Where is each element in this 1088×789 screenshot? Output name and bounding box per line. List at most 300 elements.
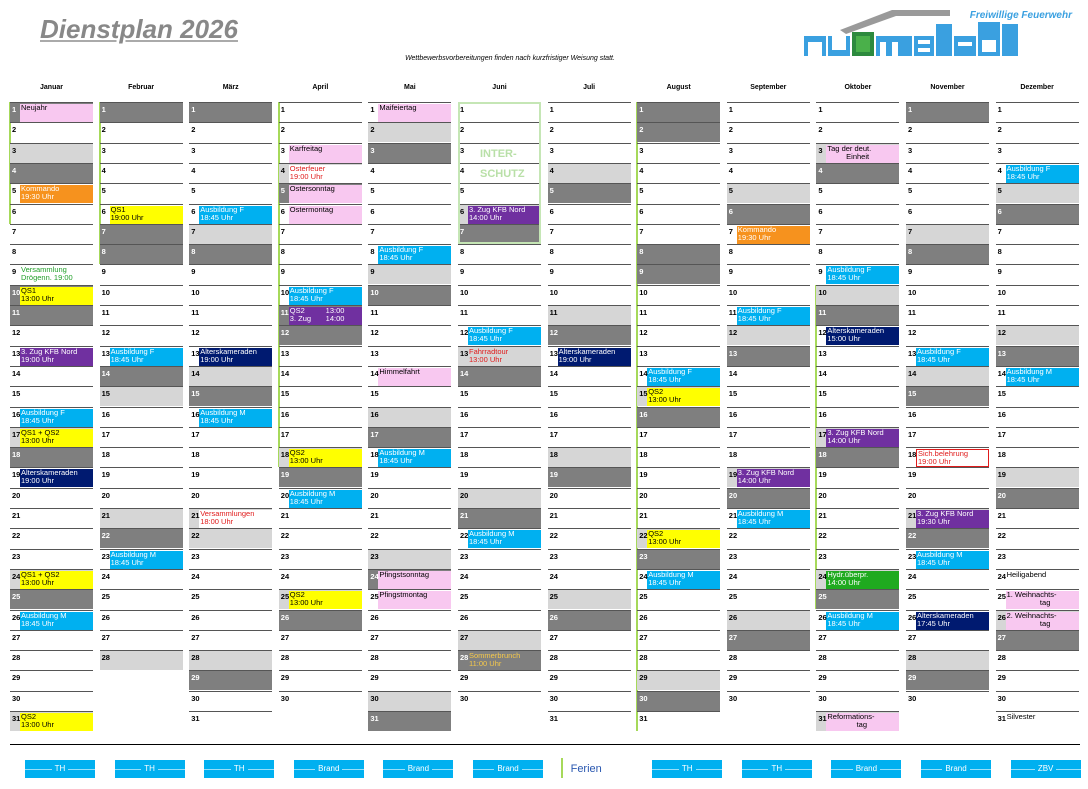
day-cell[interactable] [458, 589, 541, 609]
day-cell[interactable] [10, 650, 93, 670]
day-cell[interactable] [368, 549, 451, 569]
day-cell[interactable] [637, 244, 720, 264]
day-cell[interactable] [816, 224, 899, 244]
day-cell[interactable] [906, 143, 989, 163]
day-cell[interactable] [548, 163, 631, 183]
day-cell[interactable] [816, 122, 899, 142]
day-cell[interactable] [637, 610, 720, 630]
day-cell[interactable] [10, 285, 93, 305]
day-cell[interactable] [458, 508, 541, 528]
day-cell[interactable] [189, 366, 272, 386]
day-cell[interactable] [637, 285, 720, 305]
day-cell[interactable] [368, 264, 451, 284]
day-cell[interactable] [816, 386, 899, 406]
day-cell[interactable] [637, 528, 720, 548]
day-cell[interactable] [368, 467, 451, 487]
day-cell[interactable] [906, 630, 989, 650]
day-cell[interactable] [906, 691, 989, 711]
day-cell[interactable] [816, 549, 899, 569]
day-cell[interactable] [10, 589, 93, 609]
day-cell[interactable] [996, 204, 1079, 224]
day-cell[interactable] [368, 528, 451, 548]
day-cell[interactable] [368, 569, 451, 589]
day-cell[interactable] [548, 264, 631, 284]
day-cell[interactable] [189, 244, 272, 264]
day-cell[interactable] [458, 264, 541, 284]
day-cell[interactable] [906, 163, 989, 183]
day-cell[interactable] [100, 488, 183, 508]
day-cell[interactable] [548, 325, 631, 345]
day-cell[interactable] [368, 163, 451, 183]
day-cell[interactable] [279, 569, 362, 589]
day-cell[interactable] [458, 569, 541, 589]
day-cell[interactable] [637, 386, 720, 406]
day-cell[interactable] [996, 691, 1079, 711]
day-cell[interactable] [906, 549, 989, 569]
day-cell[interactable] [100, 569, 183, 589]
day-cell[interactable] [458, 305, 541, 325]
day-cell[interactable] [637, 407, 720, 427]
day-cell[interactable] [189, 569, 272, 589]
day-cell[interactable] [816, 204, 899, 224]
day-cell[interactable] [10, 630, 93, 650]
day-cell[interactable] [100, 386, 183, 406]
day-cell[interactable] [458, 143, 541, 163]
day-cell[interactable] [279, 204, 362, 224]
day-cell[interactable] [368, 325, 451, 345]
day-cell[interactable] [10, 305, 93, 325]
day-cell[interactable] [906, 467, 989, 487]
day-cell[interactable] [637, 163, 720, 183]
day-cell[interactable] [368, 427, 451, 447]
day-cell[interactable] [727, 244, 810, 264]
day-cell[interactable] [100, 163, 183, 183]
day-cell[interactable] [10, 244, 93, 264]
day-cell[interactable] [637, 102, 720, 122]
day-cell[interactable] [816, 569, 899, 589]
day-cell[interactable] [189, 711, 272, 731]
day-cell[interactable] [368, 204, 451, 224]
day-cell[interactable] [279, 610, 362, 630]
day-cell[interactable] [189, 427, 272, 447]
day-cell[interactable] [368, 346, 451, 366]
day-cell[interactable] [189, 407, 272, 427]
day-cell[interactable] [189, 305, 272, 325]
day-cell[interactable] [727, 264, 810, 284]
day-cell[interactable] [368, 488, 451, 508]
day-cell[interactable] [189, 346, 272, 366]
day-cell[interactable] [279, 346, 362, 366]
day-cell[interactable] [816, 143, 899, 163]
day-cell[interactable] [368, 630, 451, 650]
day-cell[interactable] [548, 285, 631, 305]
day-cell[interactable] [100, 528, 183, 548]
day-cell[interactable] [279, 102, 362, 122]
day-cell[interactable] [100, 143, 183, 163]
day-cell[interactable] [189, 630, 272, 650]
day-cell[interactable] [458, 102, 541, 122]
day-cell[interactable] [906, 407, 989, 427]
day-cell[interactable] [816, 691, 899, 711]
day-cell[interactable] [100, 204, 183, 224]
day-cell[interactable] [189, 386, 272, 406]
day-cell[interactable] [10, 711, 93, 731]
day-cell[interactable] [906, 244, 989, 264]
day-cell[interactable] [637, 650, 720, 670]
day-cell[interactable] [637, 366, 720, 386]
day-cell[interactable] [458, 549, 541, 569]
day-cell[interactable] [906, 366, 989, 386]
day-cell[interactable] [548, 102, 631, 122]
day-cell[interactable] [816, 325, 899, 345]
day-cell[interactable] [100, 183, 183, 203]
day-cell[interactable] [996, 610, 1079, 630]
day-cell[interactable] [727, 204, 810, 224]
day-cell[interactable] [906, 508, 989, 528]
day-cell[interactable] [189, 204, 272, 224]
day-cell[interactable] [906, 488, 989, 508]
day-cell[interactable] [368, 143, 451, 163]
day-cell[interactable] [996, 589, 1079, 609]
day-cell[interactable] [279, 386, 362, 406]
day-cell[interactable] [279, 691, 362, 711]
day-cell[interactable] [816, 427, 899, 447]
day-cell[interactable] [10, 122, 93, 142]
day-cell[interactable] [637, 447, 720, 467]
day-cell[interactable] [816, 285, 899, 305]
day-cell[interactable] [727, 305, 810, 325]
day-cell[interactable] [10, 143, 93, 163]
day-cell[interactable] [368, 183, 451, 203]
day-cell[interactable] [816, 163, 899, 183]
day-cell[interactable] [368, 305, 451, 325]
day-cell[interactable] [548, 143, 631, 163]
day-cell[interactable] [548, 447, 631, 467]
day-cell[interactable] [279, 407, 362, 427]
day-cell[interactable] [458, 325, 541, 345]
day-cell[interactable] [368, 407, 451, 427]
day-cell[interactable] [727, 549, 810, 569]
day-cell[interactable] [548, 467, 631, 487]
day-cell[interactable] [996, 447, 1079, 467]
day-cell[interactable] [100, 549, 183, 569]
day-cell[interactable] [368, 366, 451, 386]
day-cell[interactable] [10, 569, 93, 589]
day-cell[interactable] [100, 589, 183, 609]
day-cell[interactable] [906, 264, 989, 284]
day-cell[interactable] [548, 650, 631, 670]
day-cell[interactable] [816, 650, 899, 670]
day-cell[interactable] [100, 447, 183, 467]
day-cell[interactable] [906, 346, 989, 366]
day-cell[interactable] [906, 183, 989, 203]
day-cell[interactable] [548, 630, 631, 650]
day-cell[interactable] [368, 386, 451, 406]
day-cell[interactable] [279, 670, 362, 690]
day-cell[interactable] [637, 264, 720, 284]
day-cell[interactable] [189, 488, 272, 508]
day-cell[interactable] [996, 670, 1079, 690]
day-cell[interactable] [996, 549, 1079, 569]
day-cell[interactable] [458, 244, 541, 264]
day-cell[interactable] [996, 650, 1079, 670]
day-cell[interactable] [548, 589, 631, 609]
day-cell[interactable] [548, 244, 631, 264]
day-cell[interactable] [548, 691, 631, 711]
day-cell[interactable] [996, 427, 1079, 447]
day-cell[interactable] [548, 305, 631, 325]
day-cell[interactable] [279, 508, 362, 528]
day-cell[interactable] [189, 508, 272, 528]
day-cell[interactable] [996, 285, 1079, 305]
day-cell[interactable] [458, 285, 541, 305]
day-cell[interactable] [996, 325, 1079, 345]
day-cell[interactable] [368, 711, 451, 731]
day-cell[interactable] [816, 183, 899, 203]
day-cell[interactable] [100, 508, 183, 528]
day-cell[interactable] [189, 264, 272, 284]
day-cell[interactable] [10, 610, 93, 630]
day-cell[interactable] [727, 183, 810, 203]
day-cell[interactable] [189, 467, 272, 487]
day-cell[interactable] [189, 528, 272, 548]
day-cell[interactable] [637, 589, 720, 609]
day-cell[interactable] [816, 244, 899, 264]
day-cell[interactable] [458, 163, 541, 183]
day-cell[interactable] [637, 508, 720, 528]
day-cell[interactable] [189, 224, 272, 244]
day-cell[interactable] [727, 285, 810, 305]
day-cell[interactable] [100, 305, 183, 325]
day-cell[interactable] [906, 670, 989, 690]
day-cell[interactable] [637, 346, 720, 366]
day-cell[interactable] [637, 549, 720, 569]
day-cell[interactable] [458, 224, 541, 244]
day-cell[interactable] [458, 447, 541, 467]
day-cell[interactable] [10, 224, 93, 244]
day-cell[interactable] [279, 488, 362, 508]
day-cell[interactable] [816, 264, 899, 284]
day-cell[interactable] [100, 650, 183, 670]
day-cell[interactable] [727, 163, 810, 183]
day-cell[interactable] [816, 670, 899, 690]
day-cell[interactable] [996, 508, 1079, 528]
day-cell[interactable] [727, 224, 810, 244]
day-cell[interactable] [10, 325, 93, 345]
day-cell[interactable] [727, 508, 810, 528]
day-cell[interactable] [906, 447, 989, 467]
day-cell[interactable] [189, 610, 272, 630]
day-cell[interactable] [100, 467, 183, 487]
day-cell[interactable] [816, 630, 899, 650]
day-cell[interactable] [637, 122, 720, 142]
day-cell[interactable] [10, 447, 93, 467]
day-cell[interactable] [279, 528, 362, 548]
day-cell[interactable] [368, 508, 451, 528]
day-cell[interactable] [100, 224, 183, 244]
day-cell[interactable] [458, 488, 541, 508]
day-cell[interactable] [727, 447, 810, 467]
day-cell[interactable] [368, 244, 451, 264]
day-cell[interactable] [637, 569, 720, 589]
day-cell[interactable] [10, 528, 93, 548]
day-cell[interactable] [279, 427, 362, 447]
day-cell[interactable] [637, 670, 720, 690]
day-cell[interactable] [906, 589, 989, 609]
day-cell[interactable] [548, 346, 631, 366]
day-cell[interactable] [727, 569, 810, 589]
day-cell[interactable] [996, 528, 1079, 548]
day-cell[interactable] [458, 467, 541, 487]
day-cell[interactable] [10, 508, 93, 528]
day-cell[interactable] [548, 610, 631, 630]
day-cell[interactable] [458, 366, 541, 386]
day-cell[interactable] [548, 569, 631, 589]
day-cell[interactable] [548, 407, 631, 427]
day-cell[interactable] [100, 122, 183, 142]
day-cell[interactable] [10, 670, 93, 690]
day-cell[interactable] [548, 528, 631, 548]
day-cell[interactable] [816, 447, 899, 467]
day-cell[interactable] [368, 122, 451, 142]
day-cell[interactable] [637, 711, 720, 731]
day-cell[interactable] [10, 488, 93, 508]
day-cell[interactable] [727, 427, 810, 447]
day-cell[interactable] [458, 610, 541, 630]
day-cell[interactable] [458, 122, 541, 142]
day-cell[interactable] [100, 346, 183, 366]
day-cell[interactable] [458, 691, 541, 711]
day-cell[interactable] [368, 589, 451, 609]
day-cell[interactable] [816, 610, 899, 630]
day-cell[interactable] [189, 549, 272, 569]
day-cell[interactable] [279, 549, 362, 569]
day-cell[interactable] [10, 549, 93, 569]
day-cell[interactable] [279, 325, 362, 345]
day-cell[interactable] [100, 630, 183, 650]
day-cell[interactable] [637, 143, 720, 163]
day-cell[interactable] [996, 244, 1079, 264]
day-cell[interactable] [548, 386, 631, 406]
day-cell[interactable] [100, 407, 183, 427]
day-cell[interactable] [279, 447, 362, 467]
day-cell[interactable] [10, 407, 93, 427]
day-cell[interactable] [189, 285, 272, 305]
day-cell[interactable] [189, 650, 272, 670]
day-cell[interactable] [100, 366, 183, 386]
day-cell[interactable] [458, 670, 541, 690]
day-cell[interactable] [727, 122, 810, 142]
day-cell[interactable] [100, 102, 183, 122]
day-cell[interactable] [189, 102, 272, 122]
day-cell[interactable] [189, 163, 272, 183]
day-cell[interactable] [189, 447, 272, 467]
day-cell[interactable] [368, 447, 451, 467]
day-cell[interactable] [816, 711, 899, 731]
day-cell[interactable] [100, 285, 183, 305]
day-cell[interactable] [727, 102, 810, 122]
day-cell[interactable] [637, 467, 720, 487]
day-cell[interactable] [279, 650, 362, 670]
day-cell[interactable] [727, 610, 810, 630]
day-cell[interactable] [906, 122, 989, 142]
day-cell[interactable] [10, 691, 93, 711]
day-cell[interactable] [368, 650, 451, 670]
day-cell[interactable] [368, 670, 451, 690]
day-cell[interactable] [100, 264, 183, 284]
day-cell[interactable] [368, 691, 451, 711]
day-cell[interactable] [279, 264, 362, 284]
day-cell[interactable] [727, 325, 810, 345]
day-cell[interactable] [906, 528, 989, 548]
day-cell[interactable] [279, 224, 362, 244]
day-cell[interactable] [816, 528, 899, 548]
day-cell[interactable] [279, 305, 362, 325]
day-cell[interactable] [996, 630, 1079, 650]
day-cell[interactable] [727, 630, 810, 650]
day-cell[interactable] [368, 224, 451, 244]
day-cell[interactable] [906, 285, 989, 305]
day-cell[interactable] [637, 204, 720, 224]
day-cell[interactable] [996, 569, 1079, 589]
day-cell[interactable] [906, 386, 989, 406]
day-cell[interactable] [727, 386, 810, 406]
day-cell[interactable] [368, 102, 451, 122]
day-cell[interactable] [996, 386, 1079, 406]
day-cell[interactable] [996, 163, 1079, 183]
day-cell[interactable] [458, 386, 541, 406]
day-cell[interactable] [816, 366, 899, 386]
day-cell[interactable] [548, 224, 631, 244]
day-cell[interactable] [906, 325, 989, 345]
day-cell[interactable] [996, 102, 1079, 122]
day-cell[interactable] [816, 467, 899, 487]
day-cell[interactable] [368, 610, 451, 630]
day-cell[interactable] [279, 467, 362, 487]
day-cell[interactable] [279, 285, 362, 305]
day-cell[interactable] [279, 366, 362, 386]
day-cell[interactable] [279, 163, 362, 183]
day-cell[interactable] [637, 691, 720, 711]
day-cell[interactable] [279, 143, 362, 163]
day-cell[interactable] [458, 204, 541, 224]
day-cell[interactable] [279, 122, 362, 142]
day-cell[interactable] [727, 691, 810, 711]
day-cell[interactable] [906, 610, 989, 630]
day-cell[interactable] [10, 102, 93, 122]
day-cell[interactable] [727, 589, 810, 609]
day-cell[interactable] [458, 630, 541, 650]
day-cell[interactable] [816, 508, 899, 528]
day-cell[interactable] [637, 224, 720, 244]
day-cell[interactable] [458, 427, 541, 447]
day-cell[interactable] [727, 407, 810, 427]
day-cell[interactable] [816, 589, 899, 609]
day-cell[interactable] [996, 467, 1079, 487]
day-cell[interactable] [458, 650, 541, 670]
day-cell[interactable] [727, 488, 810, 508]
day-cell[interactable] [10, 467, 93, 487]
day-cell[interactable] [637, 305, 720, 325]
day-cell[interactable] [996, 346, 1079, 366]
day-cell[interactable] [10, 366, 93, 386]
day-cell[interactable] [637, 183, 720, 203]
day-cell[interactable] [458, 183, 541, 203]
day-cell[interactable] [996, 488, 1079, 508]
day-cell[interactable] [996, 264, 1079, 284]
day-cell[interactable] [996, 711, 1079, 731]
day-cell[interactable] [548, 670, 631, 690]
